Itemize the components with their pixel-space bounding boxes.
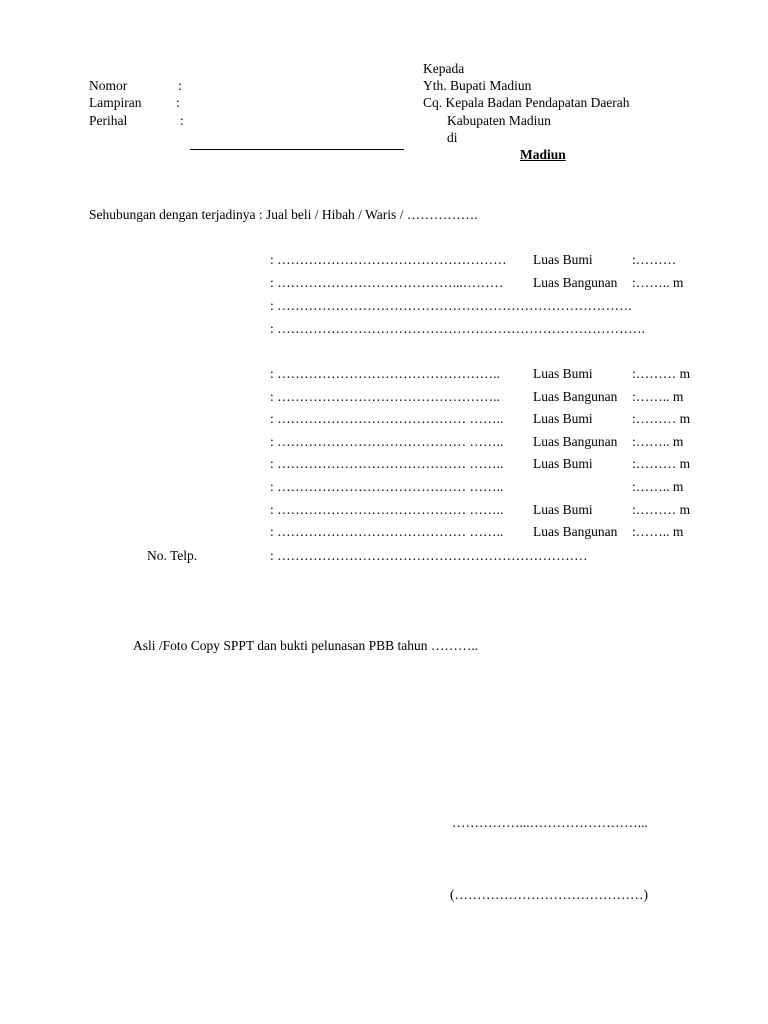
row-value: :……… [632,252,677,267]
row-value: :……… m [632,456,691,471]
row-dots: : …………………………………… …….. [270,524,504,539]
attachment-text: Asli /Foto Copy SPPT dan bukti pelunasan PBB tahun ……….. [133,638,479,653]
field-perihal-colon: : [180,113,184,128]
row-dots: : …………………………………… …….. [270,411,504,426]
row-dots: : …………………………………… …….. [270,502,504,517]
row-label: Luas Bumi [533,411,593,426]
row-dots: : …………………………………...……… [270,275,504,290]
row-label: Luas Bumi [533,366,593,381]
row-label: Luas Bangunan [533,434,618,449]
field-nomor-colon: : [178,78,182,93]
field-lampiran-colon: : [176,95,180,110]
row-value: :……… m [632,366,691,381]
row-dots: : ………………………………………….. [270,366,500,381]
row-value: :…….. m [632,389,684,404]
recipient-city: Madiun [520,147,566,162]
row-dots: : …………………………………………… [270,252,507,267]
row-dots: : …………………………………… …….. [270,456,504,471]
telp-label: No. Telp. [147,548,198,563]
row-value: :…….. m [632,434,684,449]
recipient-line-1: Yth. Bupati Madiun [423,78,532,93]
recipient-kepada: Kepada [423,61,465,76]
row-dots: : …………………………………… …….. [270,479,504,494]
row-dots: : ……………………………………………………………………. [270,298,632,313]
row-label: Luas Bumi [533,252,593,267]
intro-text: Sehubungan dengan terjadinya : Jual beli / Hibah / Waris / ……………. [89,207,478,222]
row-value: :…….. m [632,275,684,290]
row-label: Luas Bumi [533,502,593,517]
row-value: :……… m [632,411,691,426]
row-value: :……… m [632,502,691,517]
field-nomor-label: Nomor [89,78,128,93]
row-dots: : ………………………………………………………………………. [270,321,646,336]
signature-place-date: ……………...……………………... [452,815,648,830]
recipient-line-2: Cq. Kepala Badan Pendapatan Daerah [423,95,630,110]
row-dots: : …………………………………… …….. [270,434,504,449]
signature-name: (……………………………………) [450,887,648,902]
perihal-underline [190,149,404,150]
row-value: :…….. m [632,479,684,494]
row-label: Luas Bangunan [533,524,618,539]
field-perihal-label: Perihal [89,113,128,128]
recipient-di: di [447,130,458,145]
row-label: Luas Bangunan [533,275,618,290]
row-label: Luas Bangunan [533,389,618,404]
row-dots: : ………………………………………….. [270,389,500,404]
recipient-line-3: Kabupaten Madiun [447,113,551,128]
row-label: Luas Bumi [533,456,593,471]
field-lampiran-label: Lampiran [89,95,142,110]
row-value: :…….. m [632,524,684,539]
telp-dots: : …………………………………………………………… [270,548,588,563]
